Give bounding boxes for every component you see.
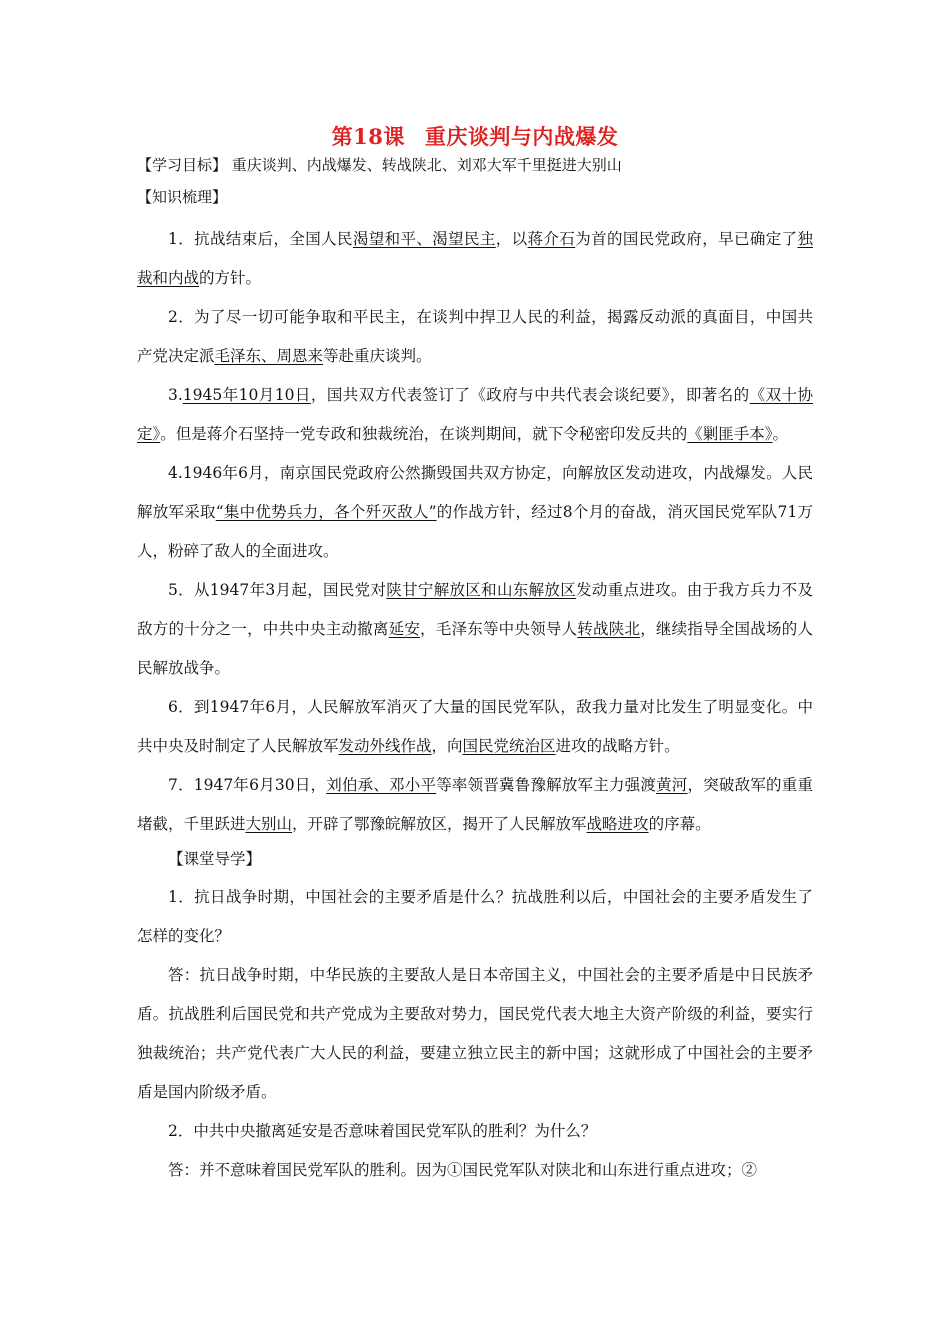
point-text: ，向 [431,737,463,755]
point-text: ，突破敌军的重重堵截，千里跃进 [137,776,813,833]
point-text: 发动重点进攻。由于我方兵力不及敌方的十分之一，中共中央主动撤离 [137,581,813,638]
point-key-term: 黄河 [656,776,688,794]
knowledge-point-2 [137,298,813,376]
point-text: 2．为了尽一切可能争取和平民主，在谈判中捍卫人民的利益，揭露反动派的真面目，中国共产党决定派 [137,308,813,365]
point-key-term: 国民党统治区 [462,737,556,755]
point-text: 等率领晋冀鲁豫解放军主力强渡 [436,776,657,794]
lesson-name: 重庆谈判与内战爆发 [424,124,619,149]
point-text: 7．1947年6月30日， [168,776,327,794]
point-text: ，国共双方代表签订了《政府与中共代表会谈纪要》，即著名的 [310,386,750,404]
document-page [137,124,813,1190]
answer-1: 答：抗日战争时期，中华民族的主要敌人是日本帝国主义，中国社会的主要矛盾是中日民族矛盾。抗战胜利后国民党和共产党成为主要敌对势力，国民党代表大地主大资产阶级的利益，要实行独裁统治；共产党代表广大人民的利益，要建立独立民主的新中国；这就形成了中国社会的主要矛盾是国内阶级矛盾。 [137,966,813,1101]
point-key-term: “集中优势兵力，各个歼灭敌人” [215,503,437,521]
point-key-term: 大别山 [245,815,293,833]
point-key-term: 战略进攻 [586,815,649,833]
knowledge-point-6 [137,688,813,766]
question-1: 1．抗日战争时期，中国社会的主要矛盾是什么？抗战胜利以后，中国社会的主要矛盾发生了怎样的变化？ [137,888,813,945]
question-2: 2．中共中央撤离延安是否意味着国民党军队的胜利？为什么？ [168,1122,597,1140]
knowledge-point-5 [137,571,813,688]
point-key-term: 刘伯承、邓小平 [326,776,437,794]
point-key-term: 1945年10月10日 [182,386,311,404]
point-text: 。但是蒋介石坚持一党专政和独裁统治，在谈判期间，就下令秘密印发反共的 [160,425,688,443]
point-key-term: 陕甘宁解放区和山东解放区 [386,581,577,599]
point-key-term: 延安 [388,620,421,638]
learning-goal [137,154,813,176]
point-text: 6．到1947年6月，人民解放军消灭了大量的国民党军队，敌我力量对比发生了明显变化。中共中央及时制定了人民解放军 [137,698,813,755]
learning-goal-label: 【学习目标】 [137,156,228,174]
point-text: 。 [772,425,789,443]
point-text: ，以 [495,230,528,248]
knowledge-point-3 [137,376,813,454]
point-text: ，继续指导全国战场的人民解放战争。 [137,620,813,677]
point-text: 5．从1947年3月起，国民党对 [168,581,387,599]
point-text: 的作战方针，经过8个月的奋战，消灭国民党军队71万人，粉碎了敌人的全面进攻。 [137,503,813,560]
point-text: 的方针。 [199,269,262,287]
learning-goal-text: 重庆谈判、内战爆发、转战陕北、刘邓大军千里挺进大别山 [231,156,622,174]
point-key-term: 转战陕北 [577,620,641,638]
answer-2: 答：并不意味着国民党军队的胜利。因为①国民党军队对陕北和山东进行重点进攻；② [168,1161,758,1179]
point-text: 4.1946年6月，南京国民党政府公然撕毁国共双方协定，向解放区发动进攻，内战爆发。人民解放军采取 [137,464,813,521]
knowledge-header: 【知识梳理】 [137,188,228,206]
point-text: 等赴重庆谈判。 [323,347,432,365]
point-text: 3. [168,386,183,404]
point-text: 进攻的战略方针。 [555,737,680,755]
knowledge-point-1 [137,220,813,298]
knowledge-point-4 [137,454,813,571]
point-text: 为首的国民党政府，早已确定了 [575,230,798,248]
point-text: 的序幕。 [648,815,711,833]
point-key-term: 《双十协定》 [137,386,813,443]
point-key-term: 蒋介石 [527,230,576,248]
point-key-term: 《剿匪手本》 [687,425,773,443]
point-text: ，开辟了鄂豫皖解放区，揭开了人民解放军 [292,815,587,833]
point-text: ，毛泽东等中央领导人 [420,620,578,638]
point-key-term: 毛泽东、周恩来 [214,347,324,365]
classroom-header: 【课堂导学】 [168,850,262,868]
knowledge-point-7 [137,766,813,844]
page-title [137,124,813,150]
point-key-term: 渴望和平、渴望民主 [352,230,496,248]
point-text: 1．抗战结束后，全国人民 [168,230,353,248]
point-key-term: 独裁和内战 [137,230,813,287]
lesson-number: 第18课 [331,124,405,149]
point-key-term: 发动外线作战 [338,737,432,755]
